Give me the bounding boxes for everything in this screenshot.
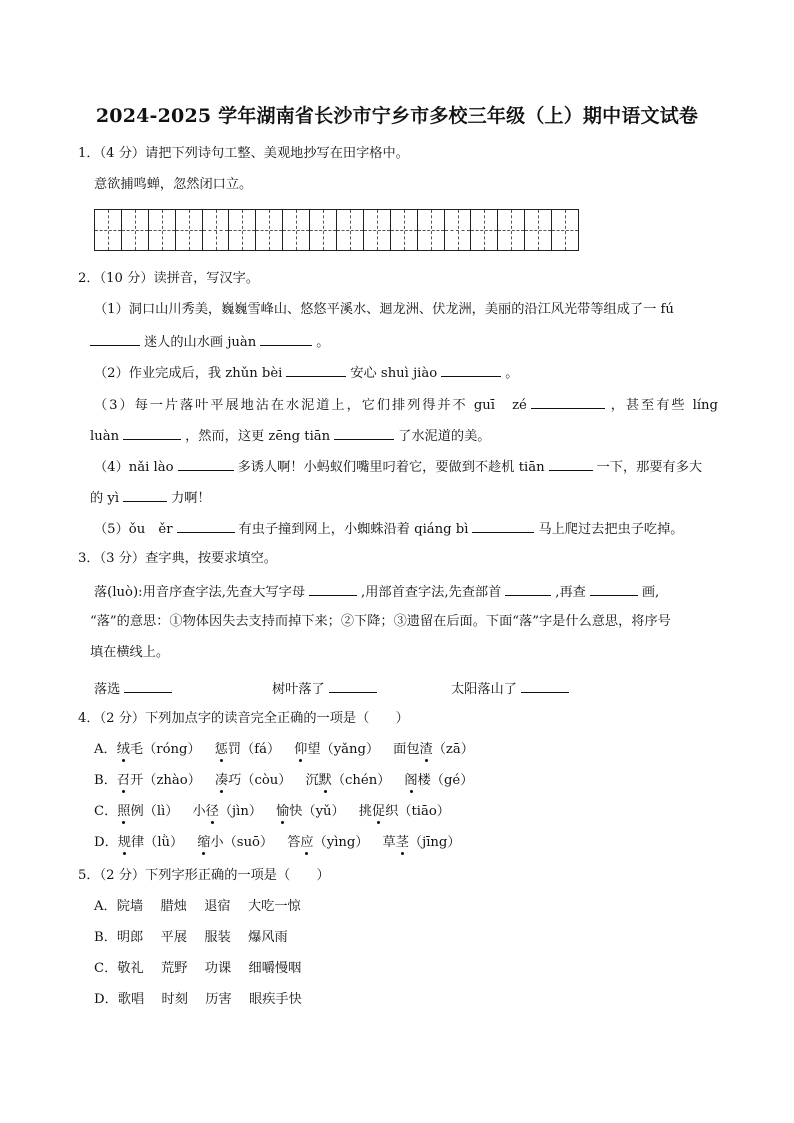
question-4-option-d[interactable]: [94, 834, 461, 852]
tianzige-cell[interactable]: [552, 210, 579, 250]
term-text: （jìn）: [218, 804, 263, 819]
term-text: 巧（còu）: [228, 773, 292, 788]
answer-blank[interactable]: [549, 457, 593, 471]
dotted-character: 绒: [116, 742, 130, 757]
dotted-character: 缩: [197, 835, 211, 850]
question-3-option-1: 落选: [94, 679, 176, 699]
page-title: 2024-2025 学年湖南省长沙市宁乡市多校三年级（上）期中语文试卷: [95, 105, 699, 127]
tianzige-cell[interactable]: [418, 210, 445, 250]
tianzige-cell[interactable]: [256, 210, 283, 250]
term-text: 开（zhào）: [130, 773, 201, 788]
answer-blank[interactable]: [521, 679, 569, 693]
term-text: 例（lì）: [130, 804, 179, 819]
term-text: 小（suō）: [210, 835, 274, 850]
dotted-character: 凑: [214, 773, 229, 788]
tianzige-cell[interactable]: [364, 210, 391, 250]
question-2-sentence-4b: 的 yì 力啊！: [90, 488, 211, 508]
term-text: （chén）: [331, 773, 391, 788]
term-text: B．: [94, 773, 117, 788]
tianzige-cell[interactable]: [122, 210, 149, 250]
dotted-character: 惩: [214, 742, 228, 757]
dotted-character: 愉: [276, 804, 290, 819]
dotted-character: 阁: [404, 773, 418, 788]
question-1-stem: 1．（4 分）请把下列诗句工整、美观地抄写在田字格中。: [78, 146, 409, 161]
tianzige-cell[interactable]: [283, 210, 310, 250]
dotted-character: 仰: [294, 742, 308, 757]
option-term: [197, 835, 273, 850]
tianzige-cell[interactable]: [445, 210, 472, 250]
option-term: [383, 835, 461, 850]
answer-blank[interactable]: [124, 679, 172, 693]
question-5-option-a[interactable]: A．院墙 腊烛 退宿 大吃一惊: [94, 899, 301, 914]
tianzige-cell[interactable]: [498, 210, 525, 250]
tianzige-cell[interactable]: [176, 210, 203, 250]
question-5-option-d[interactable]: D．歌唱 时刻 历害 眼疾手快: [94, 992, 302, 1007]
question-4-option-c[interactable]: [94, 803, 450, 821]
answer-blank[interactable]: [309, 582, 357, 596]
answer-blank[interactable]: [286, 363, 346, 377]
term-text: 望（yǎng）: [307, 742, 380, 757]
dotted-character: 默: [318, 773, 332, 788]
question-2-sentence-4a: （4）nǎi lào 多诱人啊！小蚂蚁们嘴里叼着它，要做到不趁机 tiān 一下，那要有多大: [94, 457, 702, 477]
tianzige-writing-grid[interactable]: [94, 209, 579, 251]
term-text: A．: [94, 742, 117, 757]
dotted-character: 促: [371, 804, 386, 819]
term-text: C．: [94, 804, 118, 819]
answer-blank[interactable]: [472, 519, 534, 533]
question-4-stem: 4．（2 分）下列加点字的读音完全正确的一项是（ ）: [78, 711, 409, 726]
tianzige-cell[interactable]: [203, 210, 230, 250]
term-text: （zā）: [432, 742, 474, 757]
question-4-option-b[interactable]: [94, 772, 473, 790]
option-term: [94, 773, 201, 788]
option-term: [359, 804, 450, 819]
question-3-line-1: 落(luò):用音序查字法,先查大写字母 ,用部首查字法,先查部首 ,再查 画,: [94, 582, 659, 602]
term-text: 织（tiāo）: [385, 804, 450, 819]
term-text: 小: [192, 804, 206, 819]
option-term: [192, 804, 262, 819]
dotted-character: 规: [117, 835, 131, 850]
answer-blank[interactable]: [123, 426, 181, 440]
term-text: 快（yǔ）: [289, 804, 345, 819]
question-3-line-3: 填在横线上。: [90, 645, 170, 660]
tianzige-cell[interactable]: [471, 210, 498, 250]
question-5-stem: 5．（2 分）下列字形正确的一项是（ ）: [78, 868, 330, 883]
option-term: [305, 773, 390, 788]
question-1-poem-line: 意欲捕鸣蝉，忽然闭口立。: [94, 177, 253, 192]
question-5-option-b[interactable]: B．明郎 平展 服装 爆风雨: [94, 930, 288, 945]
tianzige-cell[interactable]: [310, 210, 337, 250]
option-term: [94, 804, 178, 819]
dotted-character: 渣: [419, 742, 433, 757]
question-2-sentence-5: （5）ǒu ěr 有虫子撞到网上，小蜘蛛沿着 qiáng bì 马上爬过去把虫子吃掉。: [94, 519, 684, 539]
option-term: [294, 742, 379, 757]
answer-blank[interactable]: [505, 582, 551, 596]
term-text: 草: [382, 835, 396, 850]
question-3-line-2: “落”的意思：①物体因失去支持而掉下来；②下降；③遗留在后面。下面“落”字是什么意思，将序号: [90, 614, 671, 629]
question-2-stem: 2．（10 分）读拼音，写汉字。: [78, 271, 260, 286]
option-term: [94, 835, 183, 850]
term-text: 答: [287, 835, 301, 850]
option-term: [215, 773, 292, 788]
answer-blank[interactable]: [590, 582, 638, 596]
term-text: D．: [94, 835, 118, 850]
dotted-character: 照: [117, 804, 131, 819]
option-term: [94, 742, 201, 757]
question-4-option-a[interactable]: [94, 741, 474, 759]
question-3-option-2: 树叶落了: [272, 679, 381, 699]
option-term: [287, 835, 368, 850]
question-2-sentence-1a: （1）洞口山川秀美，巍巍雪峰山、悠悠平溪水、迴龙洲、伏龙洲，美丽的沿江风光带等组成了一 fú: [94, 302, 674, 317]
answer-blank[interactable]: [90, 332, 140, 346]
question-2-sentence-1b: 迷人的山水画 juàn 。: [90, 332, 329, 352]
question-5-option-c[interactable]: C．敬礼 荒野 功课 细嚼慢咽: [94, 961, 302, 976]
answer-blank[interactable]: [441, 363, 501, 377]
dotted-character: 应: [300, 835, 314, 850]
term-text: 毛（róng）: [129, 742, 201, 757]
question-2-sentence-3b: luàn ，然而，这更 zēng tiān 了水泥道的美。: [90, 426, 490, 446]
answer-blank[interactable]: [123, 488, 167, 502]
option-term: [215, 742, 281, 757]
option-term: [404, 773, 473, 788]
dotted-character: 召: [116, 773, 131, 788]
dotted-character: 径: [205, 804, 219, 819]
question-2-sentence-2: （2）作业完成后，我 zhǔn bèi 安心 shuì jiào 。: [94, 363, 518, 383]
question-2-sentence-3a: （3）每一片落叶平展地沾在水泥道上，它们排列得并不 guī zé ，甚至有些 líng: [94, 395, 718, 415]
answer-blank[interactable]: [334, 426, 394, 440]
term-text: 挑: [358, 804, 372, 819]
answer-blank[interactable]: [329, 679, 377, 693]
tianzige-cell[interactable]: [229, 210, 256, 250]
tianzige-cell[interactable]: [525, 210, 552, 250]
option-term: [276, 804, 345, 819]
term-text: 沉: [305, 773, 319, 788]
tianzige-cell[interactable]: [149, 210, 176, 250]
term-text: 律（lǜ）: [130, 835, 184, 850]
term-text: （yìng）: [313, 835, 369, 850]
answer-blank[interactable]: [178, 457, 234, 471]
answer-blank[interactable]: [260, 332, 312, 346]
tianzige-cell[interactable]: [391, 210, 418, 250]
dotted-character: 茎: [395, 835, 409, 850]
question-3-option-3: 太阳落山了: [451, 679, 573, 699]
term-text: 面包: [393, 742, 420, 757]
answer-blank[interactable]: [531, 395, 605, 409]
term-text: 楼（gé）: [417, 773, 474, 788]
answer-blank[interactable]: [177, 519, 235, 533]
option-term: [393, 742, 474, 757]
question-3-stem: 3．（3 分）查字典，按要求填空。: [78, 551, 277, 566]
tianzige-cell[interactable]: [337, 210, 364, 250]
tianzige-cell[interactable]: [95, 210, 122, 250]
term-text: （jīng）: [408, 835, 461, 850]
term-text: 罚（fá）: [227, 742, 281, 757]
